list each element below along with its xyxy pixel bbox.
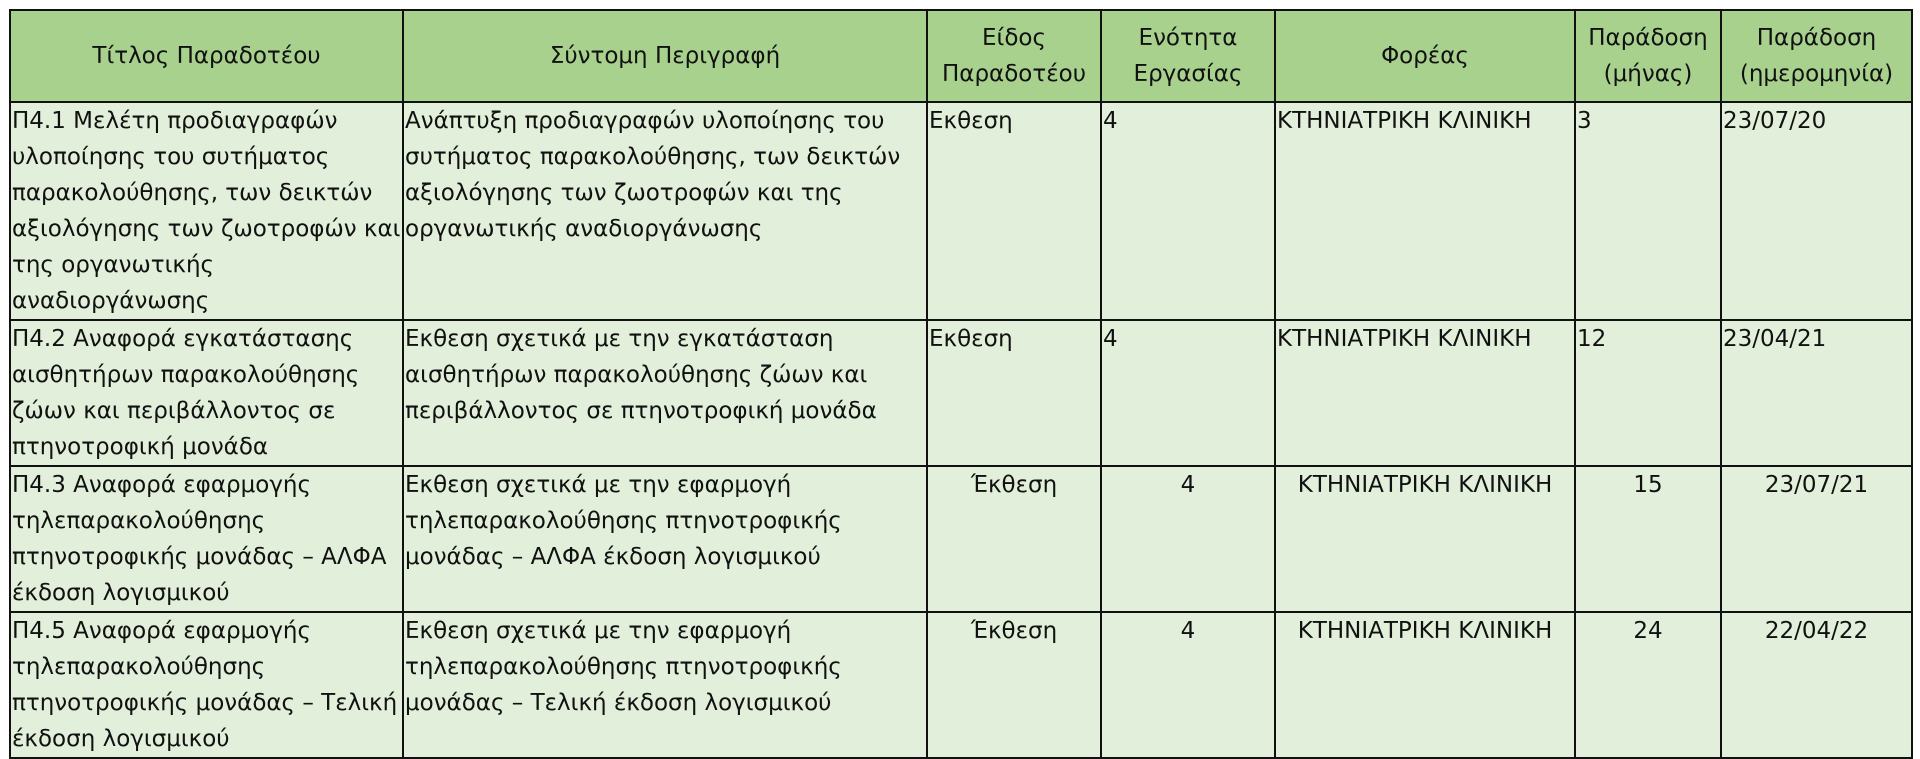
cell-month: 15	[1575, 466, 1721, 612]
cell-description: Εκθεση σχετικά με την εγκατάσταση αισθητήρων παρακολούθησης ζώων και περιβάλλοντος σε πτηνοτροφική μονάδα	[403, 320, 927, 466]
cell-title: Π4.2 Αναφορά εγκατάστασης αισθητήρων παρακολούθησης ζώων και περιβάλλοντος σε πτηνοτροφική μονάδα	[10, 320, 403, 466]
cell-date: 22/04/22	[1721, 612, 1912, 758]
table-body	[10, 102, 1912, 758]
header-type: Είδος Παραδοτέου	[927, 10, 1101, 102]
cell-description: Εκθεση σχετικά με την εφαρμογή τηλεπαρακολούθησης πτηνοτροφικής μονάδας – Τελική έκδοση λογισμικού	[403, 612, 927, 758]
cell-organization: ΚΤΗΝΙΑΤΡΙΚΗ ΚΛΙΝΙΚΗ	[1275, 102, 1575, 320]
cell-description: Εκθεση σχετικά με την εφαρμογή τηλεπαρακολούθησης πτηνοτροφικής μονάδας – ΑΛΦΑ έκδοση λογισμικού	[403, 466, 927, 612]
cell-date: 23/07/20	[1721, 102, 1912, 320]
cell-description: Ανάπτυξη προδιαγραφών υλοποίησης του συτήματος παρακολούθησης, των δεικτών αξιολόγησης των ζωοτροφών και της οργανωτικής αναδιοργάνωσης	[403, 102, 927, 320]
cell-month: 3	[1575, 102, 1721, 320]
cell-organization: ΚΤΗΝΙΑΤΡΙΚΗ ΚΛΙΝΙΚΗ	[1275, 320, 1575, 466]
cell-title: Π4.5 Αναφορά εφαρμογής τηλεπαρακολούθησης πτηνοτροφικής μονάδας – Τελική έκδοση λογισμικού	[10, 612, 403, 758]
header-description: Σύντομη Περιγραφή	[403, 10, 927, 102]
cell-work-package: 4	[1101, 102, 1275, 320]
cell-month: 24	[1575, 612, 1721, 758]
deliverables-table-container	[9, 9, 1913, 759]
cell-type: Εκθεση	[927, 102, 1101, 320]
cell-work-package: 4	[1101, 466, 1275, 612]
cell-organization: ΚΤΗΝΙΑΤΡΙΚΗ ΚΛΙΝΙΚΗ	[1275, 612, 1575, 758]
cell-type: Έκθεση	[927, 466, 1101, 612]
cell-organization: ΚΤΗΝΙΑΤΡΙΚΗ ΚΛΙΝΙΚΗ	[1275, 466, 1575, 612]
cell-work-package: 4	[1101, 612, 1275, 758]
cell-month: 12	[1575, 320, 1721, 466]
header-date: Παράδοση (ημερομηνία)	[1721, 10, 1912, 102]
cell-type: Έκθεση	[927, 612, 1101, 758]
header-organization: Φορέας	[1275, 10, 1575, 102]
header-month: Παράδοση (μήνας)	[1575, 10, 1721, 102]
table-row	[10, 612, 1912, 758]
cell-title: Π4.3 Αναφορά εφαρμογής τηλεπαρακολούθησης πτηνοτροφικής μονάδας – ΑΛΦΑ έκδοση λογισμικού	[10, 466, 403, 612]
header-work-package: Ενότητα Εργασίας	[1101, 10, 1275, 102]
cell-work-package: 4	[1101, 320, 1275, 466]
table-row	[10, 466, 1912, 612]
table-header	[10, 10, 1912, 102]
table-row	[10, 102, 1912, 320]
header-title: Τίτλος Παραδοτέου	[10, 10, 403, 102]
cell-title: Π4.1 Μελέτη προδιαγραφών υλοποίησης του συτήματος παρακολούθησης, των δεικτών αξιολόγησης των ζωοτροφών και της οργανωτικής αναδιοργάνωσης	[10, 102, 403, 320]
deliverables-table	[9, 9, 1913, 759]
table-row	[10, 320, 1912, 466]
header-row	[10, 10, 1912, 102]
cell-type: Εκθεση	[927, 320, 1101, 466]
cell-date: 23/07/21	[1721, 466, 1912, 612]
cell-date: 23/04/21	[1721, 320, 1912, 466]
